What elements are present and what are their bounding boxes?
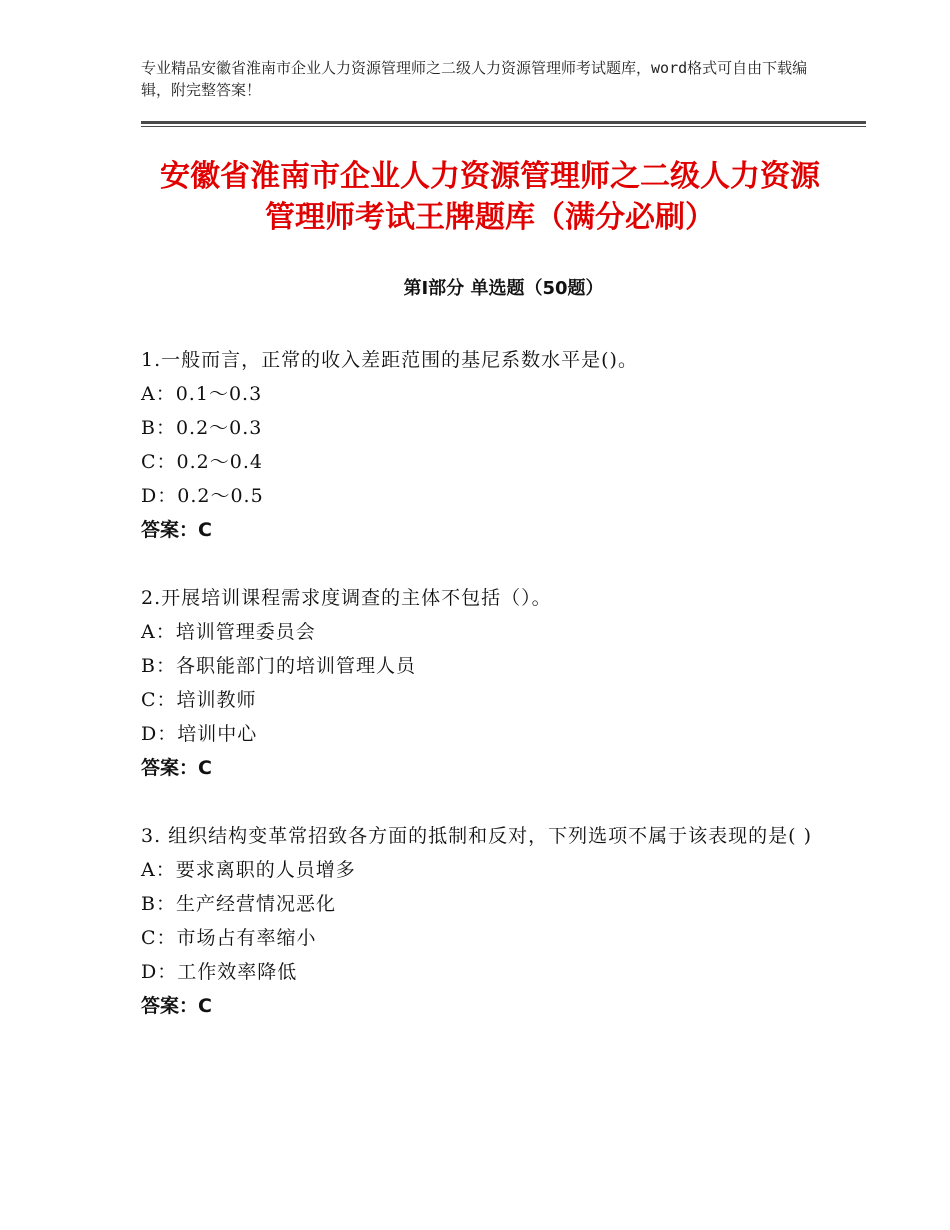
answer: 答案：C: [141, 995, 212, 1017]
section-title: 第Ⅰ部分 单选题（50题）: [403, 278, 604, 299]
option-d: D：0.2～0.5: [141, 485, 264, 507]
option-c: C：0.2～0.4: [141, 451, 263, 473]
question-list: [141, 343, 831, 1057]
document-title: 安徽省淮南市企业人力资源管理师之二级人力资源管理师考试王牌题库（满分必刷）: [160, 159, 820, 235]
option-a: A：0.1～0.3: [141, 383, 263, 405]
option-b: B：生产经营情况恶化: [141, 893, 336, 915]
question-stem: 3. 组织结构变革常招致各方面的抵制和反对，下列选项不属于该表现的是( ): [141, 825, 813, 847]
header-rule-thin: [141, 126, 866, 127]
question-stem: 2.开展培训课程需求度调查的主体不包括（）。: [141, 587, 552, 609]
option-a: A：要求离职的人员增多: [141, 859, 356, 881]
question-3: [141, 819, 831, 1023]
question-stem: 1.一般而言，正常的收入差距范围的基尼系数水平是()。: [141, 349, 638, 371]
answer: 答案：C: [141, 519, 212, 541]
header-note: 专业精品安徽省淮南市企业人力资源管理师之二级人力资源管理师考试题库，word格式可自由下载编辑，附完整答案！: [141, 59, 808, 99]
question-1: [141, 343, 831, 547]
option-a: A：培训管理委员会: [141, 621, 316, 643]
option-c: C：市场占有率缩小: [141, 927, 317, 949]
question-2: [141, 581, 831, 785]
answer: 答案：C: [141, 757, 212, 779]
option-b: B：各职能部门的培训管理人员: [141, 655, 416, 677]
option-d: D：工作效率降低: [141, 961, 298, 983]
option-c: C：培训教师: [141, 689, 257, 711]
header-rule-thick: [141, 121, 866, 124]
option-d: D：培训中心: [141, 723, 258, 745]
option-b: B：0.2～0.3: [141, 417, 263, 439]
